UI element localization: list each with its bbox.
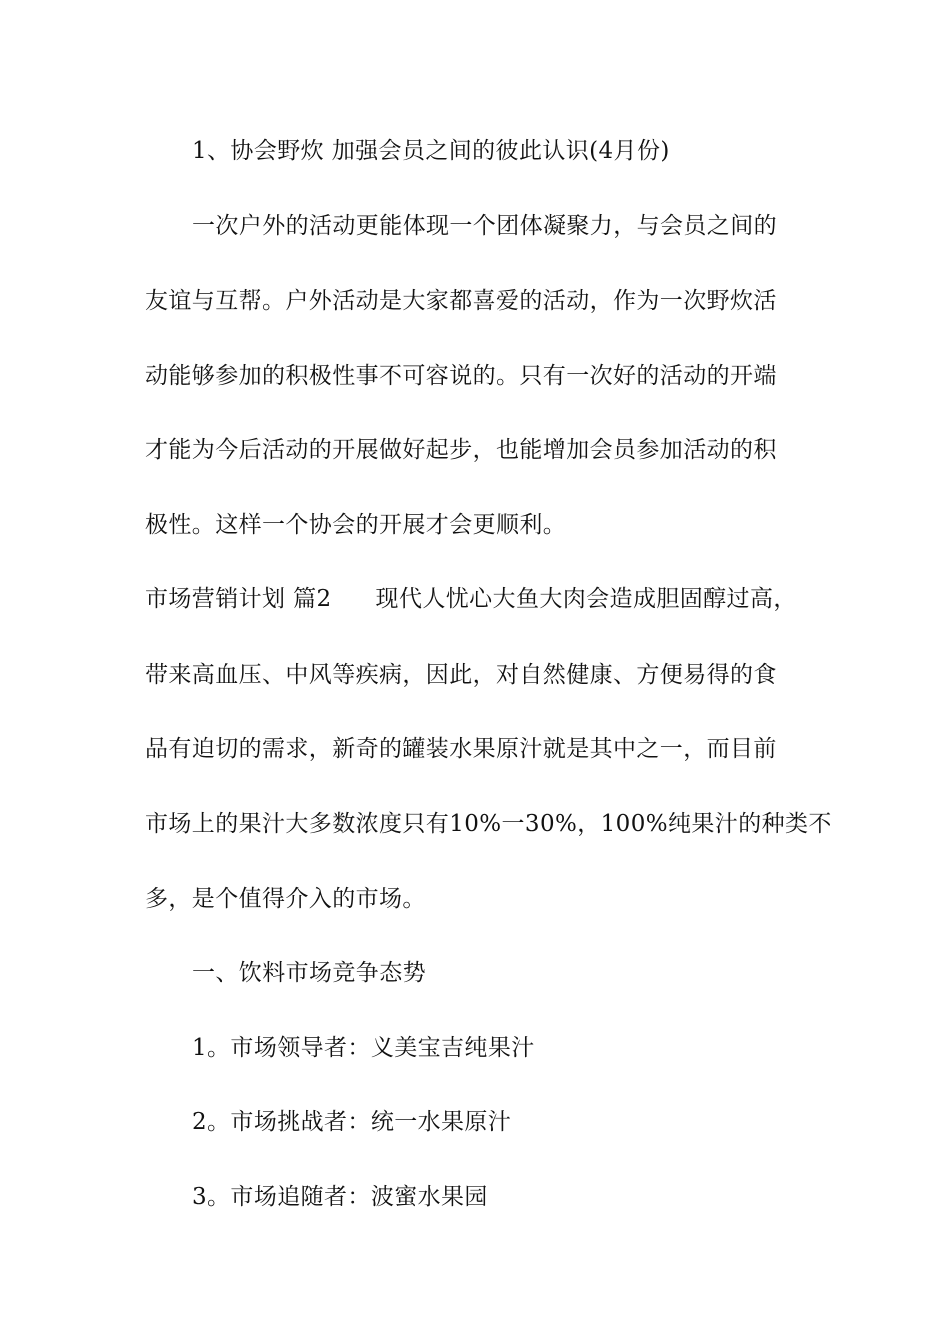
paragraph-line-9: 市场上的果汁大多数浓度只有10%一30%，100%纯果汁的种类不 xyxy=(145,811,832,837)
paragraph-line-7: 带来高血压、中风等疾病，因此，对自然健康、方便易得的食 xyxy=(145,662,777,688)
list-item-challenger: 2。市场挑战者：统一水果原汁 xyxy=(192,1109,512,1135)
paragraph-line-2: 一次户外的活动更能体现一个团体凝聚力，与会员之间的 xyxy=(192,213,777,239)
paragraph-line-8: 品有迫切的需求，新奇的罐装水果原汁就是其中之一，而目前 xyxy=(145,736,777,762)
section-title: 市场营销计划 篇2 xyxy=(145,586,332,612)
paragraph-line-10: 多，是个值得介入的市场。 xyxy=(145,886,426,912)
section-heading-line xyxy=(145,584,797,614)
section-first-sentence: 现代人忧心大鱼大肉会造成胆固醇过高， xyxy=(375,586,797,612)
list-item-follower: 3。市场追随者：波蜜水果园 xyxy=(192,1184,488,1210)
paragraph-line-1: 1、协会野炊 加强会员之间的彼此认识(4月份) xyxy=(192,138,670,164)
paragraph-line-6: 极性。这样一个协会的开展才会更顺利。 xyxy=(145,512,567,538)
paragraph-line-5: 才能为今后活动的开展做好起步，也能增加会员参加活动的积 xyxy=(145,437,777,463)
subheading-competition: 一、饮料市场竞争态势 xyxy=(192,960,426,986)
list-item-leader: 1。市场领导者：义美宝吉纯果汁 xyxy=(192,1035,535,1061)
paragraph-line-4: 动能够参加的积极性事不可容说的。只有一次好的活动的开端 xyxy=(145,363,777,389)
paragraph-line-3: 友谊与互帮。户外活动是大家都喜爱的活动，作为一次野炊活 xyxy=(145,288,777,314)
